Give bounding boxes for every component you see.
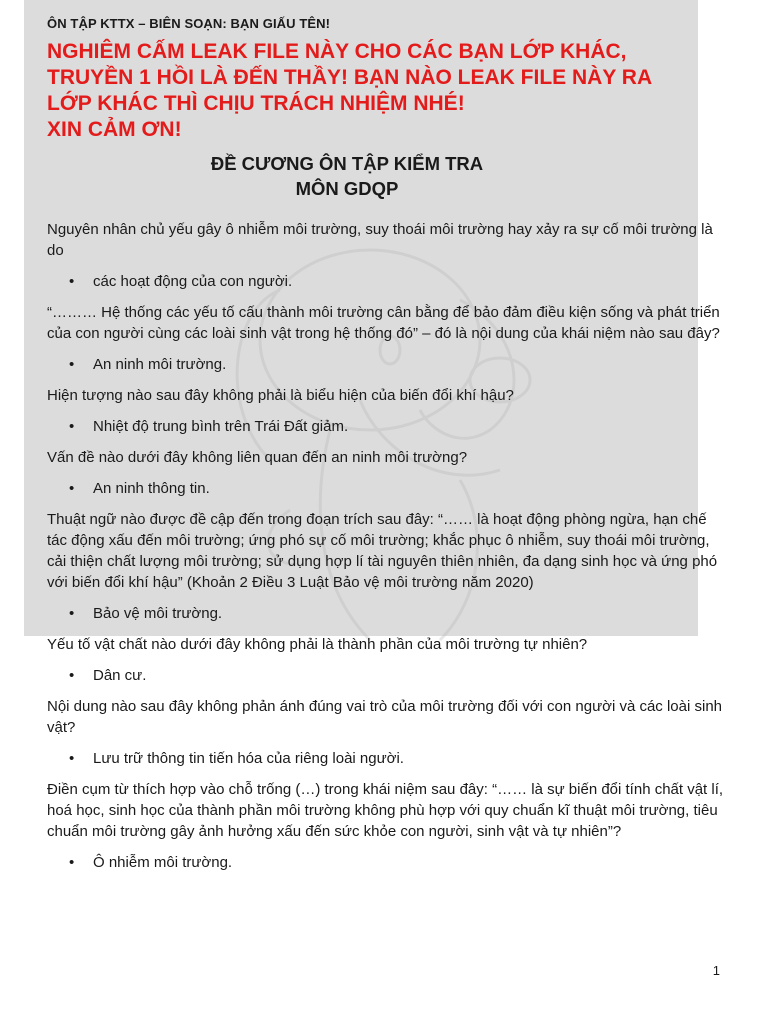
- answer-bullet: • Lưu trữ thông tin tiến hóa của riêng loài người.: [47, 748, 727, 769]
- warning-line: LỚP KHÁC THÌ CHỊU TRÁCH NHIỆM NHÉ!: [47, 92, 465, 115]
- answer-bullet: • An ninh môi trường.: [47, 354, 727, 375]
- warning-line: TRUYỀN 1 HỒI LÀ ĐẾN THẦY! BẠN NÀO LEAK FILE NÀY RA: [47, 66, 653, 89]
- document-title: [47, 151, 647, 201]
- question-text: “……… Hệ thống các yếu tố cấu thành môi trường cân bằng để bảo đảm điều kiện sống và phát triển của con người cùng các loài sinh vật trong hệ thống đó” – đó là nội dung của khái niệm nào sau đây?: [47, 304, 720, 342]
- warning-line: XIN CẢM ƠN!: [47, 118, 182, 141]
- title-line: ĐỀ CƯƠNG ÔN TẬP KIỂM TRA: [210, 153, 484, 174]
- question-text: Thuật ngữ nào được đề cập đến trong đoạn trích sau đây: “…… là hoạt động phòng ngừa, hạn chế tác động xấu đến môi trường; ứng phó sự cố môi trường; khắc phục ô nhiễm, suy thoái môi trường, cải thiện chất lượng môi trường; sử dụng hợp lí tài nguyên thiên nhiên, đa dạng sinh học và ứng phó với biến đổi khí hậu” (Khoản 2 Điều 3 Luật Bảo vệ môi trường năm 2020): [47, 511, 718, 591]
- document-header: ÔN TẬP KTTX – BIÊN SOẠN: BẠN GIẤU TÊN!: [47, 16, 331, 31]
- answer-bullet: • các hoạt động của con người.: [47, 271, 727, 292]
- question-text: Nguyên nhân chủ yếu gây ô nhiễm môi trường, suy thoái môi trường hay xảy ra sự cố môi trường là do: [47, 221, 713, 259]
- question-text: Nội dung nào sau đây không phản ánh đúng vai trò của môi trường đối với con người và các loài sinh vật?: [47, 698, 722, 736]
- page-number: 1: [712, 963, 720, 978]
- question-text: Vấn đề nào dưới đây không liên quan đến an ninh môi trường?: [47, 449, 468, 466]
- question-list: [47, 219, 727, 873]
- title-line: MÔN GDQP: [295, 178, 399, 199]
- document-body: [47, 16, 727, 883]
- answer-bullet: • Dân cư.: [47, 665, 727, 686]
- warning-line: NGHIÊM CẤM LEAK FILE NÀY CHO CÁC BẠN LỚP KHÁC,: [47, 40, 627, 63]
- question-text: Yếu tố vật chất nào dưới đây không phải là thành phần của môi trường tự nhiên?: [47, 636, 588, 653]
- answer-bullet: • Bảo vệ môi trường.: [47, 603, 727, 624]
- answer-bullet: • An ninh thông tin.: [47, 478, 727, 499]
- answer-bullet: • Nhiệt độ trung bình trên Trái Đất giảm.: [47, 416, 727, 437]
- question-text: Điền cụm từ thích hợp vào chỗ trống (…) trong khái niệm sau đây: “…… là sự biến đổi tính chất vật lí, hoá học, sinh học của thành phần môi trường không phù hợp với quy chuẩn kĩ thuật môi trường, tiêu chuẩn môi trường gây ảnh hưởng xấu đến sức khỏe con người, sinh vật và tự nhiên”?: [47, 781, 724, 840]
- question-text: Hiện tượng nào sau đây không phải là biểu hiện của biến đổi khí hậu?: [47, 387, 514, 404]
- leak-warning: [47, 39, 727, 143]
- answer-bullet: • Ô nhiễm môi trường.: [47, 852, 727, 873]
